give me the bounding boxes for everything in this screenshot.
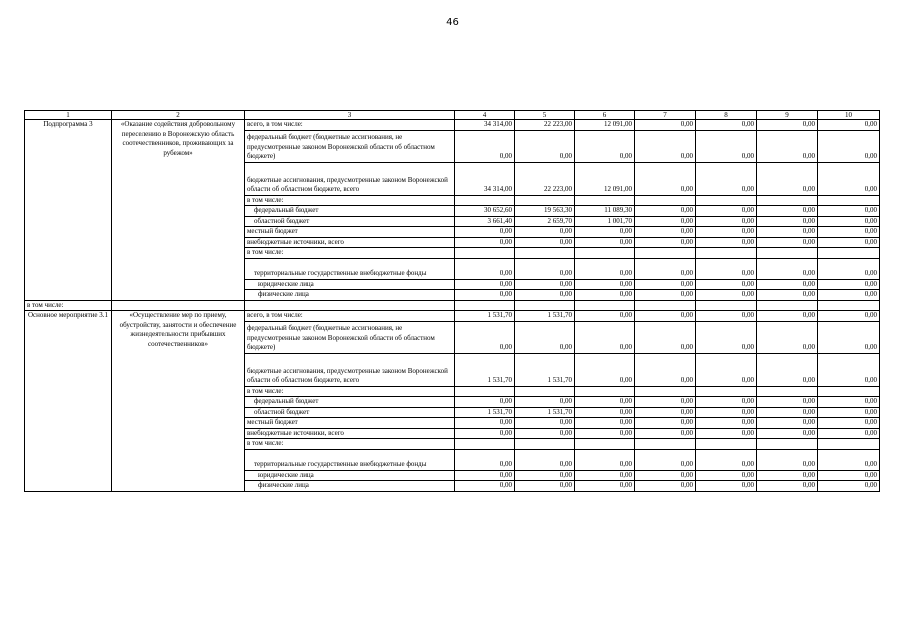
value-cell: 0,00 <box>575 311 635 322</box>
value-cell: 0,00 <box>757 290 818 301</box>
value-cell: 0,00 <box>635 449 696 470</box>
value-cell: 0,00 <box>696 428 757 439</box>
value-cell: 0,00 <box>575 428 635 439</box>
value-cell: 0,00 <box>696 449 757 470</box>
value-cell: 0,00 <box>455 449 515 470</box>
funding-source-label: внебюджетные источники, всего <box>245 237 455 248</box>
value-cell: 0,00 <box>515 130 575 162</box>
value-cell: 22 223,00 <box>515 120 575 131</box>
value-cell: 0,00 <box>818 470 880 481</box>
value-cell: 0,00 <box>575 130 635 162</box>
value-cell: 0,00 <box>696 130 757 162</box>
value-cell <box>696 439 757 450</box>
value-cell <box>515 248 575 259</box>
value-cell: 12 091,00 <box>575 120 635 131</box>
value-cell: 0,00 <box>575 290 635 301</box>
column-header-10: 10 <box>818 111 880 120</box>
value-cell <box>818 386 880 397</box>
value-cell: 0,00 <box>455 428 515 439</box>
value-cell: 0,00 <box>696 258 757 279</box>
value-cell: 0,00 <box>757 470 818 481</box>
funding-source-label: юридические лица <box>245 279 455 290</box>
funding-source-label: федеральный бюджет <box>245 206 455 217</box>
value-cell: 0,00 <box>757 428 818 439</box>
value-cell: 0,00 <box>515 481 575 492</box>
value-cell: 0,00 <box>575 279 635 290</box>
value-cell <box>575 439 635 450</box>
empty-cell <box>245 300 455 311</box>
value-cell <box>455 248 515 259</box>
empty-cell <box>635 300 696 311</box>
value-cell: 0,00 <box>635 407 696 418</box>
value-cell: 0,00 <box>757 481 818 492</box>
value-cell: 0,00 <box>757 130 818 162</box>
program-name-cell: Основное мероприятие 3.1 <box>25 311 112 492</box>
value-cell <box>818 248 880 259</box>
value-cell: 0,00 <box>455 237 515 248</box>
value-cell: 0,00 <box>635 290 696 301</box>
value-cell: 0,00 <box>455 418 515 429</box>
value-cell: 0,00 <box>818 227 880 238</box>
value-cell: 0,00 <box>575 258 635 279</box>
value-cell: 0,00 <box>635 321 696 353</box>
value-cell <box>635 195 696 206</box>
value-cell <box>635 248 696 259</box>
value-cell: 0,00 <box>696 397 757 408</box>
value-cell <box>757 439 818 450</box>
value-cell: 0,00 <box>635 120 696 131</box>
value-cell: 0,00 <box>757 321 818 353</box>
value-cell: 0,00 <box>635 353 696 386</box>
value-cell: 0,00 <box>818 407 880 418</box>
funding-source-label: в том числе: <box>245 195 455 206</box>
funding-source-label: федеральный бюджет <box>245 397 455 408</box>
value-cell <box>696 248 757 259</box>
value-cell: 0,00 <box>575 237 635 248</box>
value-cell: 0,00 <box>455 397 515 408</box>
value-cell <box>515 195 575 206</box>
column-header-4: 4 <box>455 111 515 120</box>
column-header-6: 6 <box>575 111 635 120</box>
value-cell: 34 314,00 <box>455 162 515 195</box>
value-cell: 1 531,70 <box>455 311 515 322</box>
value-cell: 0,00 <box>575 418 635 429</box>
column-header-9: 9 <box>757 111 818 120</box>
value-cell: 0,00 <box>515 258 575 279</box>
value-cell <box>575 195 635 206</box>
value-cell: 0,00 <box>818 162 880 195</box>
value-cell: 0,00 <box>575 227 635 238</box>
value-cell: 0,00 <box>818 449 880 470</box>
value-cell: 0,00 <box>696 237 757 248</box>
column-header-5: 5 <box>515 111 575 120</box>
funding-source-label: внебюджетные источники, всего <box>245 428 455 439</box>
value-cell: 11 089,30 <box>575 206 635 217</box>
value-cell <box>575 386 635 397</box>
value-cell: 0,00 <box>515 470 575 481</box>
value-cell: 0,00 <box>696 120 757 131</box>
value-cell: 0,00 <box>455 481 515 492</box>
funding-source-label: территориальные государственные внебюджетные фонды <box>245 258 455 279</box>
value-cell: 0,00 <box>455 130 515 162</box>
value-cell: 0,00 <box>696 407 757 418</box>
value-cell: 0,00 <box>515 418 575 429</box>
value-cell: 0,00 <box>515 321 575 353</box>
value-cell: 0,00 <box>696 470 757 481</box>
value-cell: 0,00 <box>818 279 880 290</box>
empty-cell <box>696 300 757 311</box>
value-cell: 0,00 <box>515 428 575 439</box>
value-cell: 0,00 <box>515 227 575 238</box>
value-cell <box>757 386 818 397</box>
value-cell: 0,00 <box>818 418 880 429</box>
value-cell: 0,00 <box>757 162 818 195</box>
column-header-1: 1 <box>25 111 112 120</box>
value-cell: 0,00 <box>757 258 818 279</box>
empty-cell <box>515 300 575 311</box>
value-cell: 3 661,40 <box>455 216 515 227</box>
funding-source-label: областной бюджет <box>245 407 455 418</box>
value-cell: 0,00 <box>818 216 880 227</box>
empty-cell <box>757 300 818 311</box>
value-cell: 0,00 <box>818 311 880 322</box>
value-cell: 0,00 <box>635 418 696 429</box>
value-cell: 0,00 <box>696 206 757 217</box>
empty-cell <box>112 300 245 311</box>
funding-source-label: федеральный бюджет (бюджетные ассигнования, не предусмотренные законом Воронежской области об областном бюджете) <box>245 130 455 162</box>
value-cell: 0,00 <box>635 481 696 492</box>
value-cell <box>818 439 880 450</box>
value-cell: 0,00 <box>818 321 880 353</box>
value-cell: 0,00 <box>635 227 696 238</box>
value-cell <box>757 195 818 206</box>
value-cell: 0,00 <box>635 216 696 227</box>
value-cell: 0,00 <box>696 481 757 492</box>
value-cell: 0,00 <box>455 227 515 238</box>
value-cell: 0,00 <box>635 162 696 195</box>
value-cell: 0,00 <box>696 321 757 353</box>
value-cell: 1 531,70 <box>515 353 575 386</box>
value-cell: 0,00 <box>455 470 515 481</box>
program-description-cell: «Осуществление мер по приему, обустройству, занятости и обеспечение жизнедеятельности прибывших соотечественников» <box>112 311 245 492</box>
value-cell: 0,00 <box>455 321 515 353</box>
funding-source-label: федеральный бюджет (бюджетные ассигнования, не предусмотренные законом Воронежской области об областном бюджете) <box>245 321 455 353</box>
value-cell <box>455 386 515 397</box>
value-cell: 0,00 <box>635 130 696 162</box>
value-cell <box>635 439 696 450</box>
value-cell: 0,00 <box>757 279 818 290</box>
empty-cell <box>575 300 635 311</box>
value-cell <box>455 195 515 206</box>
funding-source-label: юридические лица <box>245 470 455 481</box>
funding-source-label: местный бюджет <box>245 227 455 238</box>
value-cell: 0,00 <box>818 130 880 162</box>
value-cell: 0,00 <box>757 216 818 227</box>
header-row <box>25 111 880 120</box>
value-cell: 1 001,70 <box>575 216 635 227</box>
value-cell: 0,00 <box>635 279 696 290</box>
value-cell: 0,00 <box>696 162 757 195</box>
page-number: 46 <box>446 17 459 28</box>
value-cell: 0,00 <box>575 449 635 470</box>
value-cell: 0,00 <box>757 227 818 238</box>
value-cell: 0,00 <box>757 120 818 131</box>
value-cell: 0,00 <box>696 290 757 301</box>
separator-label: в том числе: <box>25 300 112 311</box>
column-header-3: 3 <box>245 111 455 120</box>
value-cell: 0,00 <box>818 353 880 386</box>
value-cell: 0,00 <box>818 428 880 439</box>
value-cell: 0,00 <box>455 279 515 290</box>
value-cell: 1 531,70 <box>515 311 575 322</box>
value-cell: 34 314,00 <box>455 120 515 131</box>
table-row <box>25 311 880 322</box>
value-cell <box>515 386 575 397</box>
value-cell: 0,00 <box>818 290 880 301</box>
value-cell: 0,00 <box>757 206 818 217</box>
value-cell: 0,00 <box>575 397 635 408</box>
funding-source-label: в том числе: <box>245 248 455 259</box>
funding-source-label: в том числе: <box>245 386 455 397</box>
value-cell: 22 223,00 <box>515 162 575 195</box>
funding-source-label: в том числе: <box>245 439 455 450</box>
value-cell: 0,00 <box>757 397 818 408</box>
value-cell: 0,00 <box>575 470 635 481</box>
value-cell: 19 563,30 <box>515 206 575 217</box>
empty-cell <box>455 300 515 311</box>
value-cell: 0,00 <box>515 279 575 290</box>
funding-source-label: бюджетные ассигнования, предусмотренные законом Воронежской области об областном бюджете, всего <box>245 353 455 386</box>
value-cell: 0,00 <box>635 397 696 408</box>
value-cell: 0,00 <box>635 311 696 322</box>
value-cell: 0,00 <box>818 206 880 217</box>
value-cell: 0,00 <box>696 418 757 429</box>
value-cell: 0,00 <box>635 470 696 481</box>
table-body <box>25 111 880 492</box>
funding-source-label: местный бюджет <box>245 418 455 429</box>
value-cell: 0,00 <box>757 311 818 322</box>
value-cell: 0,00 <box>818 397 880 408</box>
value-cell: 30 652,60 <box>455 206 515 217</box>
value-cell: 0,00 <box>757 407 818 418</box>
column-header-7: 7 <box>635 111 696 120</box>
value-cell: 12 091,00 <box>575 162 635 195</box>
table-row <box>25 120 880 131</box>
value-cell: 0,00 <box>818 237 880 248</box>
value-cell: 2 659,70 <box>515 216 575 227</box>
value-cell: 0,00 <box>696 216 757 227</box>
value-cell <box>818 195 880 206</box>
value-cell: 0,00 <box>818 481 880 492</box>
funding-source-label: всего, в том числе: <box>245 311 455 322</box>
value-cell: 0,00 <box>575 321 635 353</box>
value-cell: 0,00 <box>635 237 696 248</box>
value-cell <box>635 386 696 397</box>
value-cell: 0,00 <box>575 481 635 492</box>
value-cell: 1 531,70 <box>455 407 515 418</box>
value-cell <box>575 248 635 259</box>
funding-source-label: территориальные государственные внебюджетные фонды <box>245 449 455 470</box>
value-cell: 0,00 <box>515 290 575 301</box>
value-cell: 0,00 <box>696 227 757 238</box>
value-cell <box>696 195 757 206</box>
value-cell <box>696 386 757 397</box>
value-cell: 0,00 <box>757 449 818 470</box>
value-cell: 0,00 <box>696 311 757 322</box>
funding-source-label: физические лица <box>245 290 455 301</box>
value-cell: 1 531,70 <box>455 353 515 386</box>
value-cell: 0,00 <box>575 353 635 386</box>
value-cell: 0,00 <box>455 258 515 279</box>
value-cell <box>515 439 575 450</box>
value-cell: 0,00 <box>757 418 818 429</box>
value-cell: 0,00 <box>575 407 635 418</box>
value-cell: 0,00 <box>635 206 696 217</box>
value-cell: 0,00 <box>635 428 696 439</box>
value-cell <box>757 248 818 259</box>
value-cell: 0,00 <box>696 279 757 290</box>
section-separator-row <box>25 300 880 311</box>
program-name-cell: Подпрограмма 3 <box>25 120 112 301</box>
empty-cell <box>818 300 880 311</box>
value-cell: 0,00 <box>635 258 696 279</box>
value-cell: 0,00 <box>515 397 575 408</box>
funding-source-label: всего, в том числе: <box>245 120 455 131</box>
value-cell: 0,00 <box>818 258 880 279</box>
column-header-8: 8 <box>696 111 757 120</box>
value-cell: 0,00 <box>455 290 515 301</box>
funding-source-label: физические лица <box>245 481 455 492</box>
program-description-cell: «Оказание содействия добровольному переселению в Воронежскую область соотечественников, проживающих за рубежом» <box>112 120 245 301</box>
budget-table <box>24 110 880 492</box>
funding-source-label: областной бюджет <box>245 216 455 227</box>
value-cell: 0,00 <box>818 120 880 131</box>
value-cell: 0,00 <box>515 449 575 470</box>
funding-source-label: бюджетные ассигнования, предусмотренные законом Воронежской области об областном бюджете, всего <box>245 162 455 195</box>
value-cell: 0,00 <box>757 237 818 248</box>
column-header-2: 2 <box>112 111 245 120</box>
value-cell: 0,00 <box>757 353 818 386</box>
value-cell <box>455 439 515 450</box>
value-cell: 1 531,70 <box>515 407 575 418</box>
value-cell: 0,00 <box>696 353 757 386</box>
value-cell: 0,00 <box>515 237 575 248</box>
